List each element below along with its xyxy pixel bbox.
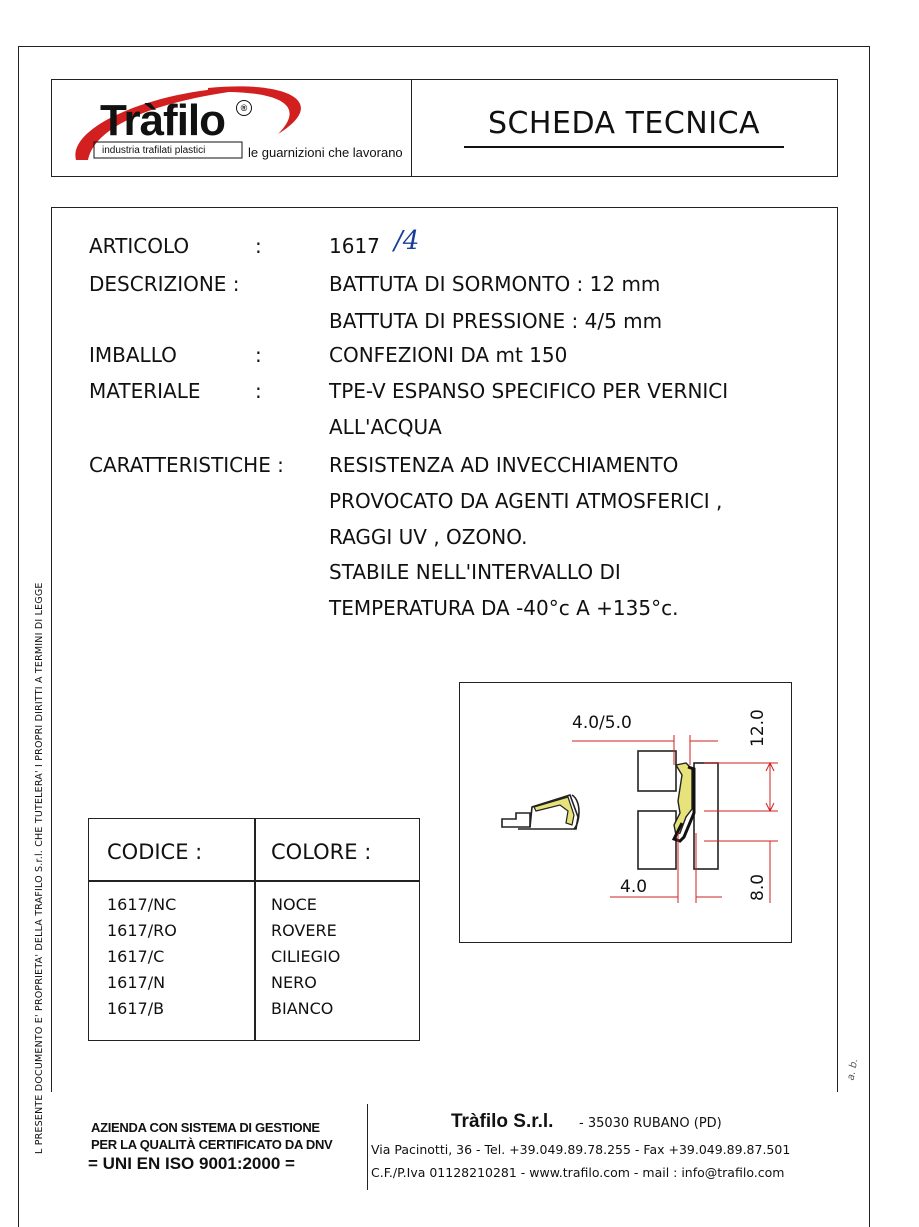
document-title: SCHEDA TECNICA	[487, 106, 761, 141]
row-codice: 1617/C	[107, 947, 165, 966]
row-codice: 1617/RO	[107, 921, 177, 940]
value-descrizione-2: BATTUTA DI PRESSIONE : 4/5 mm	[329, 309, 663, 333]
handwritten-suffix: /4	[394, 226, 420, 256]
certification-line-2: PER LA QUALITÀ CERTIFICATO DA DNV	[91, 1137, 333, 1152]
title-underline	[464, 146, 784, 148]
label-caratteristiche: CARATTERISTICHE :	[89, 453, 284, 477]
dimension-right-bottom-label: 8.0	[748, 873, 768, 901]
row-codice: 1617/N	[107, 973, 166, 992]
label-articolo: ARTICOLO	[89, 234, 190, 258]
colon-articolo: :	[255, 234, 262, 258]
label-descrizione: DESCRIZIONE :	[89, 272, 240, 296]
colon-materiale: :	[255, 379, 262, 403]
profile-drawing	[459, 682, 792, 943]
row-codice: 1617/B	[107, 999, 165, 1018]
company-city: - 35030 RUBANO (PD)	[579, 1116, 722, 1131]
footer	[51, 1104, 836, 1190]
row-codice: 1617/NC	[107, 895, 177, 914]
table-header-divider	[89, 880, 419, 882]
table-column-divider	[254, 819, 256, 1040]
row-colore: BIANCO	[271, 999, 334, 1018]
value-caratteristiche-2: PROVOCATO DA AGENTI ATMOSFERICI ,	[329, 489, 723, 513]
row-colore: NOCE	[271, 895, 317, 914]
value-articolo: 1617	[329, 234, 380, 258]
value-materiale-2: ALL'ACQUA	[329, 415, 442, 439]
value-caratteristiche-5: TEMPERATURA DA -40°c A +135°c.	[329, 596, 679, 620]
logo-tagline: le guarnizioni che lavorano	[248, 145, 403, 160]
dimension-top-label: 4.0/5.0	[572, 713, 632, 733]
company-address: Via Pacinotti, 36 - Tel. +39.049.89.78.255 - Fax +39.049.89.87.501	[371, 1142, 791, 1157]
value-caratteristiche-4: STABILE NELL'INTERVALLO DI	[329, 560, 621, 584]
row-colore: CILIEGIO	[271, 947, 341, 966]
label-imballo: IMBALLO	[89, 343, 177, 367]
value-materiale-1: TPE-V ESPANSO SPECIFICO PER VERNICI	[329, 379, 729, 403]
colon-imballo: :	[255, 343, 262, 367]
header-divider	[411, 80, 412, 176]
logo-subtitle: industria trafilati plastici	[102, 145, 206, 156]
handwritten-initials: a. b.	[845, 1057, 861, 1082]
certification-line-1: AZIENDA CON SISTEMA DI GESTIONE	[91, 1120, 320, 1135]
certification-standard: = UNI EN ISO 9001:2000 =	[88, 1154, 295, 1173]
dimension-bottom-label: 4.0	[620, 877, 648, 897]
row-colore: ROVERE	[271, 921, 337, 940]
company-name: Tràfilo S.r.l.	[451, 1111, 554, 1132]
registered-mark-icon: ®	[236, 100, 252, 116]
header-colore: COLORE :	[271, 840, 372, 864]
logo-wordmark: Tràfilo	[100, 96, 226, 145]
codes-table	[88, 818, 420, 1041]
row-colore: NERO	[271, 973, 317, 992]
value-caratteristiche-1: RESISTENZA AD INVECCHIAMENTO	[329, 453, 679, 477]
label-materiale: MATERIALE	[89, 379, 201, 403]
header-box	[51, 79, 838, 177]
legal-side-note	[26, 555, 45, 1165]
value-imballo: CONFEZIONI DA mt 150	[329, 343, 568, 367]
header-codice: CODICE :	[107, 840, 203, 864]
value-descrizione-1: BATTUTA DI SORMONTO : 12 mm	[329, 272, 661, 296]
legal-side-note-text: L PRESENTE DOCUMENTO E' PROPRIETA' DELLA TRAFILO S.r.l. CHE TUTELERA' I PROPRI DIRITTI A TERMINI DI LEGGE	[34, 582, 45, 1154]
footer-divider	[367, 1104, 368, 1190]
value-caratteristiche-3: RAGGI UV , OZONO.	[329, 525, 528, 549]
dimension-right-top-label: 12.0	[748, 709, 768, 747]
trafilo-logo	[58, 82, 410, 174]
company-tax-web: C.F./P.Iva 01128210281 - www.trafilo.com - mail : info@trafilo.com	[371, 1165, 785, 1180]
